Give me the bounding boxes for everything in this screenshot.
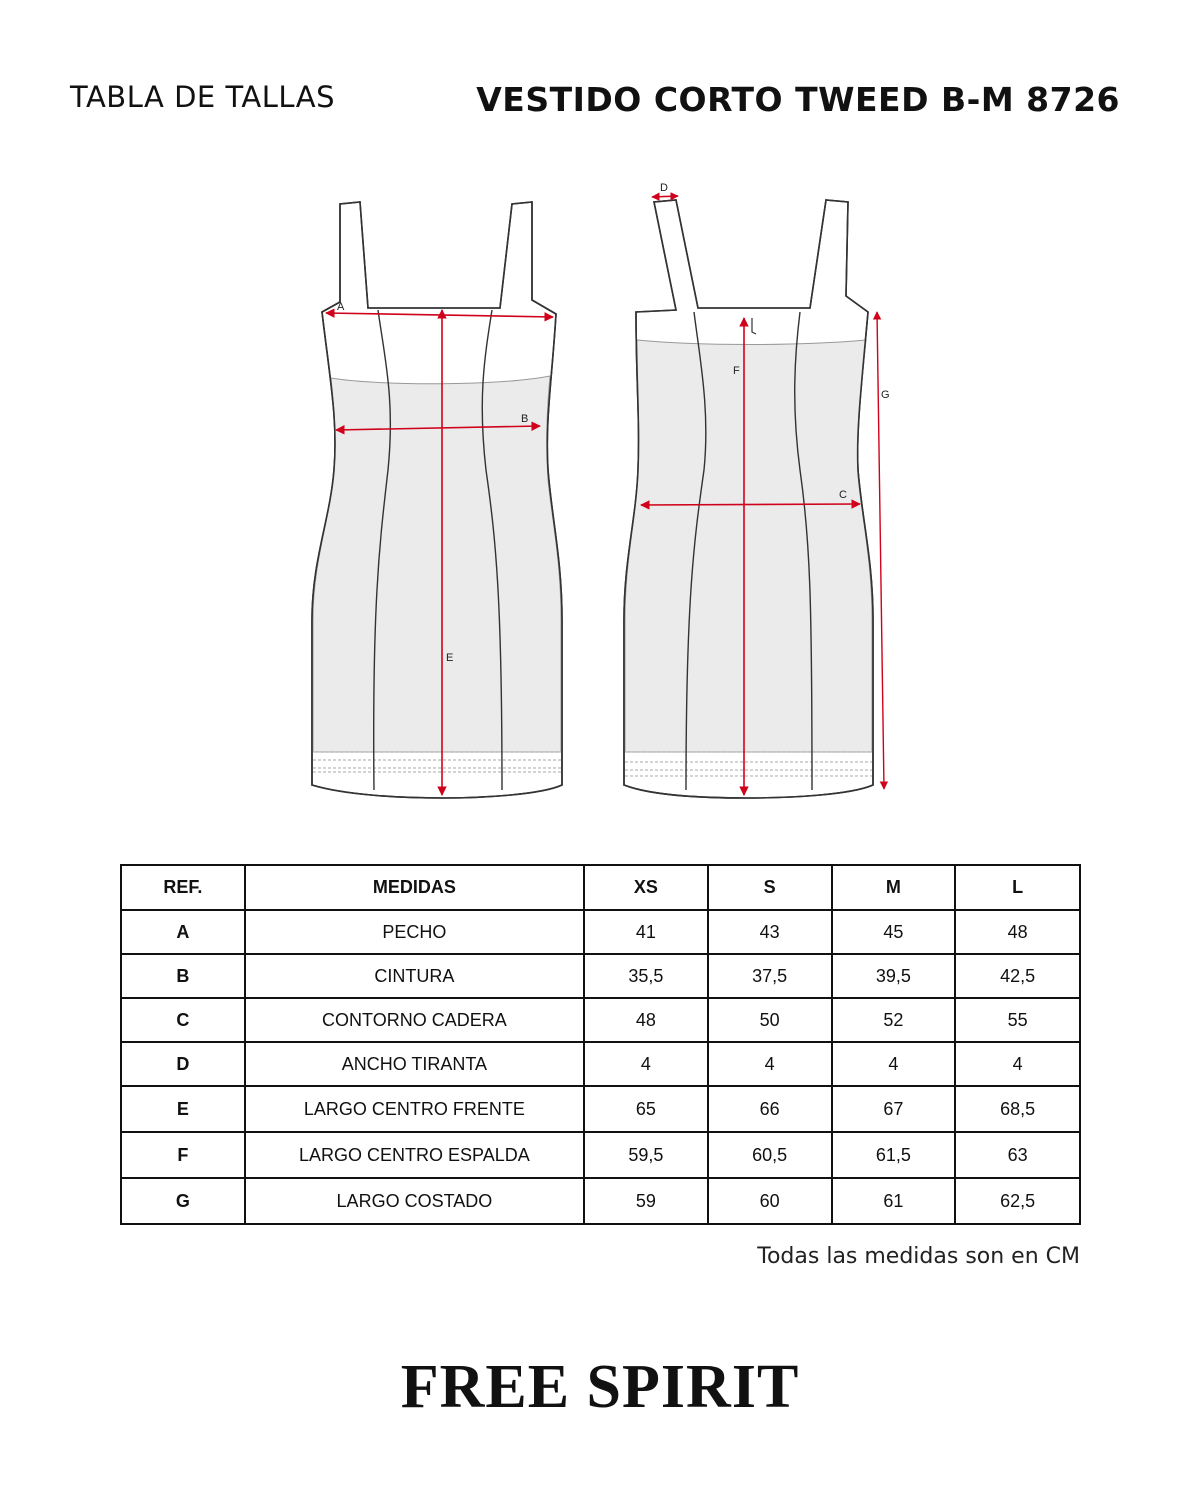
cell-value: 48 (584, 998, 708, 1042)
header-size-l: L (955, 865, 1080, 910)
table-row (121, 1132, 1080, 1178)
header-measures: MEDIDAS (245, 865, 584, 910)
dress-technical-drawing (0, 170, 1200, 820)
row-measure-name: CONTORNO CADERA (245, 998, 584, 1042)
cell-value: 59,5 (584, 1132, 708, 1178)
cell-value: 41 (584, 910, 708, 954)
cell-value: 61,5 (832, 1132, 956, 1178)
row-measure-name: LARGO CENTRO FRENTE (245, 1086, 584, 1132)
brand-logo: FREE SPIRIT (400, 1353, 800, 1421)
header-size-m: M (832, 865, 956, 910)
label-f: F (733, 365, 740, 377)
row-measure-name: LARGO COSTADO (245, 1178, 584, 1224)
header-size-s: S (708, 865, 832, 910)
header-size-xs: XS (584, 865, 708, 910)
table-row (121, 910, 1080, 954)
cell-value: 52 (832, 998, 956, 1042)
units-note: Todas las medidas son en CM (757, 1244, 1080, 1269)
cell-value: 4 (832, 1042, 956, 1086)
cell-value: 60,5 (708, 1132, 832, 1178)
label-c: C (839, 489, 847, 501)
cell-value: 59 (584, 1178, 708, 1224)
label-b: B (521, 413, 529, 425)
cell-value: 48 (955, 910, 1080, 954)
dress-front-view (312, 202, 562, 798)
row-measure-name: PECHO (245, 910, 584, 954)
cell-value: 35,5 (584, 954, 708, 998)
header-ref: REF. (121, 865, 245, 910)
row-ref: G (121, 1178, 245, 1224)
cell-value: 65 (584, 1086, 708, 1132)
cell-value: 60 (708, 1178, 832, 1224)
cell-value: 37,5 (708, 954, 832, 998)
table-row (121, 1042, 1080, 1086)
dress-back-view (624, 182, 890, 798)
cell-value: 68,5 (955, 1086, 1080, 1132)
row-ref: C (121, 998, 245, 1042)
cell-value: 67 (832, 1086, 956, 1132)
table-row (121, 954, 1080, 998)
cell-value: 39,5 (832, 954, 956, 998)
label-g: G (881, 389, 890, 401)
table-row (121, 1178, 1080, 1224)
size-table (120, 864, 1081, 1225)
label-d: D (660, 182, 668, 194)
table-header-row (121, 865, 1080, 910)
cell-value: 4 (955, 1042, 1080, 1086)
size-chart-title: TABLA DE TALLAS (70, 80, 335, 114)
cell-value: 42,5 (955, 954, 1080, 998)
label-a: A (337, 301, 345, 313)
cell-value: 4 (584, 1042, 708, 1086)
row-ref: A (121, 910, 245, 954)
table-row (121, 1086, 1080, 1132)
cell-value: 43 (708, 910, 832, 954)
row-measure-name: ANCHO TIRANTA (245, 1042, 584, 1086)
row-measure-name: LARGO CENTRO ESPALDA (245, 1132, 584, 1178)
table-row (121, 998, 1080, 1042)
cell-value: 66 (708, 1086, 832, 1132)
cell-value: 55 (955, 998, 1080, 1042)
row-ref: E (121, 1086, 245, 1132)
cell-value: 50 (708, 998, 832, 1042)
product-title: VESTIDO CORTO TWEED B-M 8726 (476, 80, 1120, 119)
cell-value: 61 (832, 1178, 956, 1224)
row-measure-name: CINTURA (245, 954, 584, 998)
cell-value: 62,5 (955, 1178, 1080, 1224)
row-ref: D (121, 1042, 245, 1086)
cell-value: 45 (832, 910, 956, 954)
cell-value: 63 (955, 1132, 1080, 1178)
row-ref: F (121, 1132, 245, 1178)
cell-value: 4 (708, 1042, 832, 1086)
row-ref: B (121, 954, 245, 998)
label-e: E (446, 652, 454, 664)
